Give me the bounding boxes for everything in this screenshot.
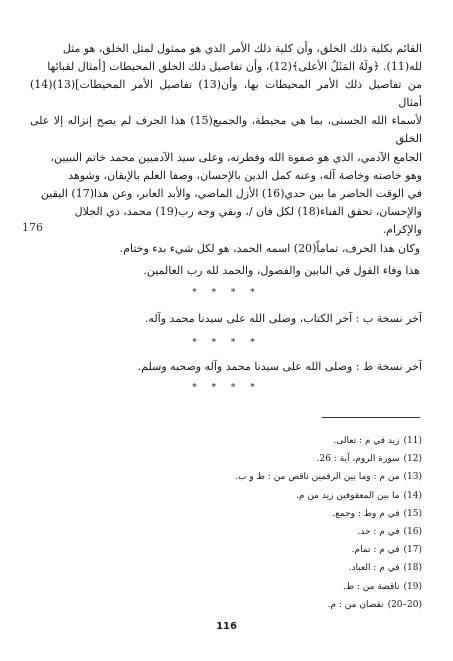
footnote-item [30,487,422,505]
footnote-item [30,596,422,614]
footnote-number: (20–20) [387,599,422,610]
footnote-item [30,541,422,559]
main-line: في الوقت الحاضر ما بين حدي(16) الأزل الماضي، والأبد العابر، وعن هذا(17) اليقين [40,186,422,200]
main-line: وهو خاصته وخاصة آله، وعنه كمل الدين بالإحسان، وصفا العلم بالإيقان، وشوهد [68,168,422,182]
footnote-number: (11) [403,436,422,446]
footnote-divider [322,417,420,418]
footnote-text: في م : تمام. [351,545,400,556]
footnote-number: (14) [403,490,422,501]
footnote-text: ما بين المعقوفين زيد من م. [296,490,400,501]
footnote-text: نقصان من : م. [327,599,384,610]
footnote-item [30,559,422,577]
footnote-item [30,523,422,541]
footnote-number: (18) [403,563,422,574]
footnote-text: سورة الروم، آية : 26. [316,454,400,465]
closing-line: وكان هذا الحرف، تماماً(20) اسمه الحمد، هو لكل شيء بدء وختام. [119,242,420,255]
footnote-number: (15) [403,508,422,519]
footnote-item [30,578,422,596]
footnote-item [30,432,422,450]
separator-stars: * * * * [192,383,261,393]
colophon-b: آخر نسخة ب : آخر الكتاب، وصلى الله على سيدنا محمد وآله. [144,312,422,325]
footnote-text: في م : حد. [357,527,400,538]
footnote-item [30,468,422,486]
page-number: 116 [216,621,237,632]
footnote-text: في م : العباد. [348,563,400,574]
main-line: لله(11). ﴿ولَهُ المَثَلُ الأعلى﴾(12)، وأن تفاصيل ذلك الخلق المحيطات [أمثال لقبائها [47,60,422,74]
main-line: القائم بكلية ذلك الخلق، وأن كلية ذلك الأمر الذي هو ممثول لمثل الخلق، هو مثل [62,42,422,55]
footnote-number: (13) [403,472,422,483]
separator-stars: * * * * [192,288,261,298]
footnote-number: (19) [403,581,422,592]
colophon-t: آخر نسخة ط : وصلى الله على سيدنا محمد وآله وصحبه وسلم. [137,360,422,373]
main-line: والإكرام. [382,222,422,236]
footnote-text: زيد في م : تعالى. [333,436,400,446]
main-paragraph [30,40,422,239]
footnote-number: (16) [403,527,422,538]
footnote-number: (17) [403,545,422,556]
separator-stars: * * * * [192,338,261,348]
footnote-text: من م : وما بين الرقمين ناقص من : ط و ب. [235,472,400,483]
manuscript-folio-number: 176 [22,221,43,234]
footnotes [30,432,422,614]
closing-paragraph [30,238,420,282]
footnote-item [30,450,422,468]
main-line: من تفاصيل ذلك الأمر المحيطات بها، وأن(13) تفاصيل الأمر المحيطات](13)(14) أمثال [30,78,422,110]
footnote-text: في م وط : وجمع. [332,508,400,519]
main-line: لأسماء الله الحسنى، بما هي محيطة، والجميع(15) هذا الحرف لم يصح إنزاله إلا على الخلق [30,114,422,146]
footnote-number: (12) [403,454,422,465]
main-line: والإحسان، تحقق الفناء(18) لكل فان /، وبقي وجه رب(19) محمد، ذي الجلال [74,204,422,218]
footnote-text: ناقصة من : ط. [342,581,400,592]
closing-line: هذا وفاء القول في البابين والفصول، والحمد لله رب العالمين. [143,264,420,277]
footnote-item [30,505,422,523]
main-line: الجامع الآدمي، الذي هو صفوة الله وفطرته، وعلى سيد الآدميين محمد خاتم النبيين، [50,150,422,164]
